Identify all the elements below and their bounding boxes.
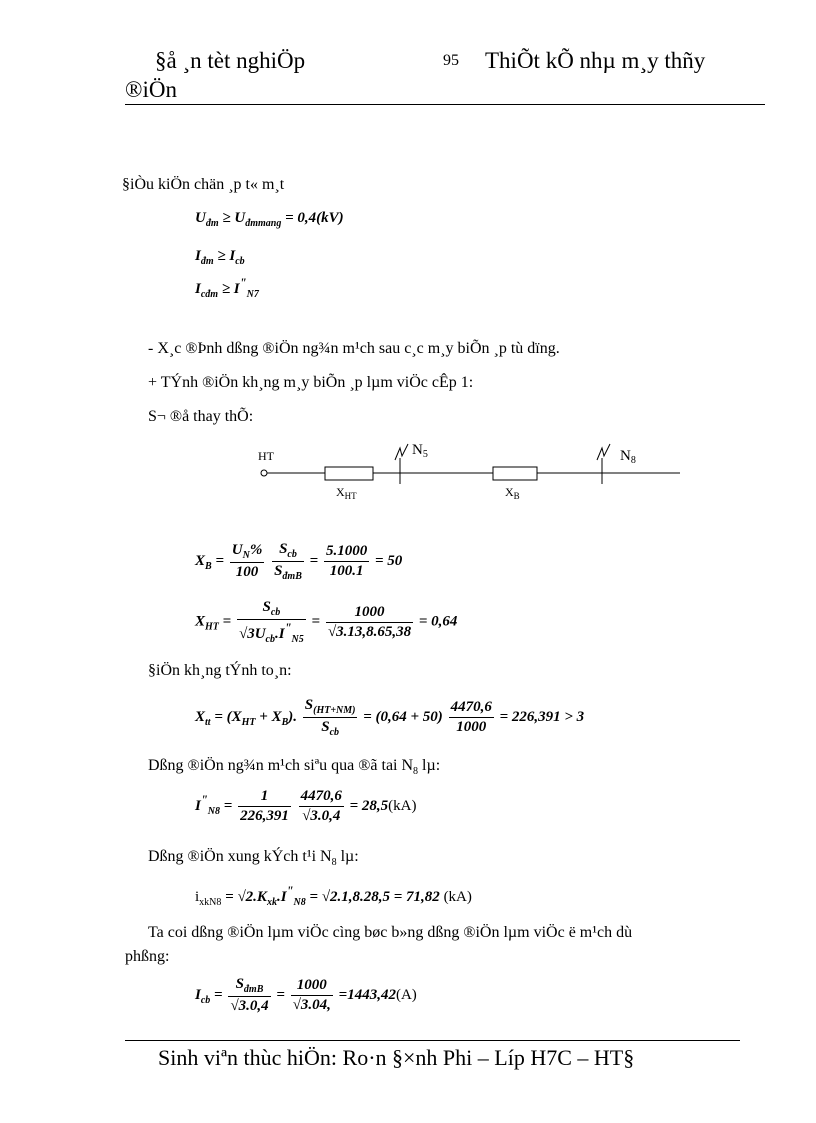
reactance-xht: [325, 467, 373, 480]
formula-xht: $X_{HT}$ = $\frac{S_{cb}}{√3U_{cb}.I^"_{N5}}$ = $\frac{1000}{√3.13,8.65,38}$ = 0,64: [195, 599, 458, 645]
header-rule: [125, 104, 765, 105]
conditions-heading: §iÒu kiÖn chän ¸p t« m¸t: [122, 176, 285, 193]
reactance-xb: [493, 467, 537, 480]
fault-n8-symbol: [597, 444, 610, 460]
working-current-paragraph-line2: phßng:: [125, 948, 170, 965]
header-right-title: ThiÕt kÕ nhµ m¸y thñy: [485, 48, 706, 73]
condition-cut-current: $I_{cđm} \ge I^"_{N7}$: [195, 276, 259, 300]
fault-n8-label: $N_8$: [620, 448, 636, 466]
shock-current-heading: Dßng ®iÖn xung kÝch t¹i $N_8$ lµ:: [148, 848, 359, 869]
body-line-2: + TÝnh ®iÖn kh¸ng m¸y biÕn ¸p lµm viÖc cÊp 1:: [148, 374, 474, 391]
formula-icb: $I_{cb}$ = $\frac{S_{đmB}}{√3.0,4}$ = $\frac{1000}{√3.04,}$ =1443,42(A): [195, 976, 417, 1014]
body-line-3: S¬ ®å thay thÕ:: [148, 408, 254, 425]
reactance-xht-label: $X_{HT}$: [336, 485, 357, 501]
condition-voltage: $U_{đm} \ge U_{đmmang} = 0,4(kV)$: [195, 210, 344, 229]
working-current-paragraph-line1: Ta coi dßng ®iÖn lµm viÖc cìng bøc b»ng dßng ®iÖn lµm viÖc ë m¹ch dù: [148, 924, 633, 941]
header-left-title-cont: ®iÖn: [125, 77, 177, 102]
footer-rule: [125, 1040, 740, 1041]
formula-in8: $I^"_{N8}$ = $\frac{1}{226,391}$ $\frac{4470,6}{√3.0,4}$ = 28,5(kA): [195, 788, 417, 824]
formula-xtt: $X_{tt} = (X_{HT} + X_B)$. $\frac{S_{(HT+NM)}}{S_{cb}}$ = (0,64 + 50) $\frac{4470,6}{1000}$ = 226,391 > 3: [195, 697, 585, 738]
circuit-source-node: [261, 470, 267, 476]
fault-n5-label: $N_5$: [412, 442, 428, 460]
page-number: 95: [443, 52, 459, 69]
equivalent-circuit-diagram: [250, 440, 690, 510]
calc-reactance-heading: §iÖn kh¸ng tÝnh to¸n:: [148, 662, 292, 679]
formula-ixk: $i_{xkN8} = √2.K_{xk}.I^"_{N8} = √2.1,8.28,5 = 71,82$ (kA): [195, 884, 472, 908]
footer-text: Sinh viªn thùc hiÖn: Ro·n §×nh Phi – Líp H7C – HT§: [158, 1045, 635, 1070]
circuit-source-label: HT: [258, 449, 274, 463]
body-line-1: - X¸c ®Þnh dßng ®iÖn ng¾n m¹ch sau c¸c m¸y biÕn ¸p tù dïng.: [148, 340, 560, 357]
fault-n5-symbol: [395, 444, 408, 460]
reactance-xb-label: $X_B$: [505, 485, 520, 501]
short-circuit-heading: Dßng ®iÖn ng¾n m¹ch siªu qua ®ã tai $N_8$ lµ:: [148, 757, 441, 778]
formula-xb: $X_B$ = $\frac{U_N\%}{100}$ $\frac{S_{cb}}{S_{đmB}}$ = $\frac{5.1000}{100.1}$ = 50: [195, 541, 403, 582]
condition-current: $I_{đm} \ge I_{cb}$: [195, 248, 245, 267]
header-left-title: §å ¸n tèt nghiÖp: [155, 48, 306, 73]
